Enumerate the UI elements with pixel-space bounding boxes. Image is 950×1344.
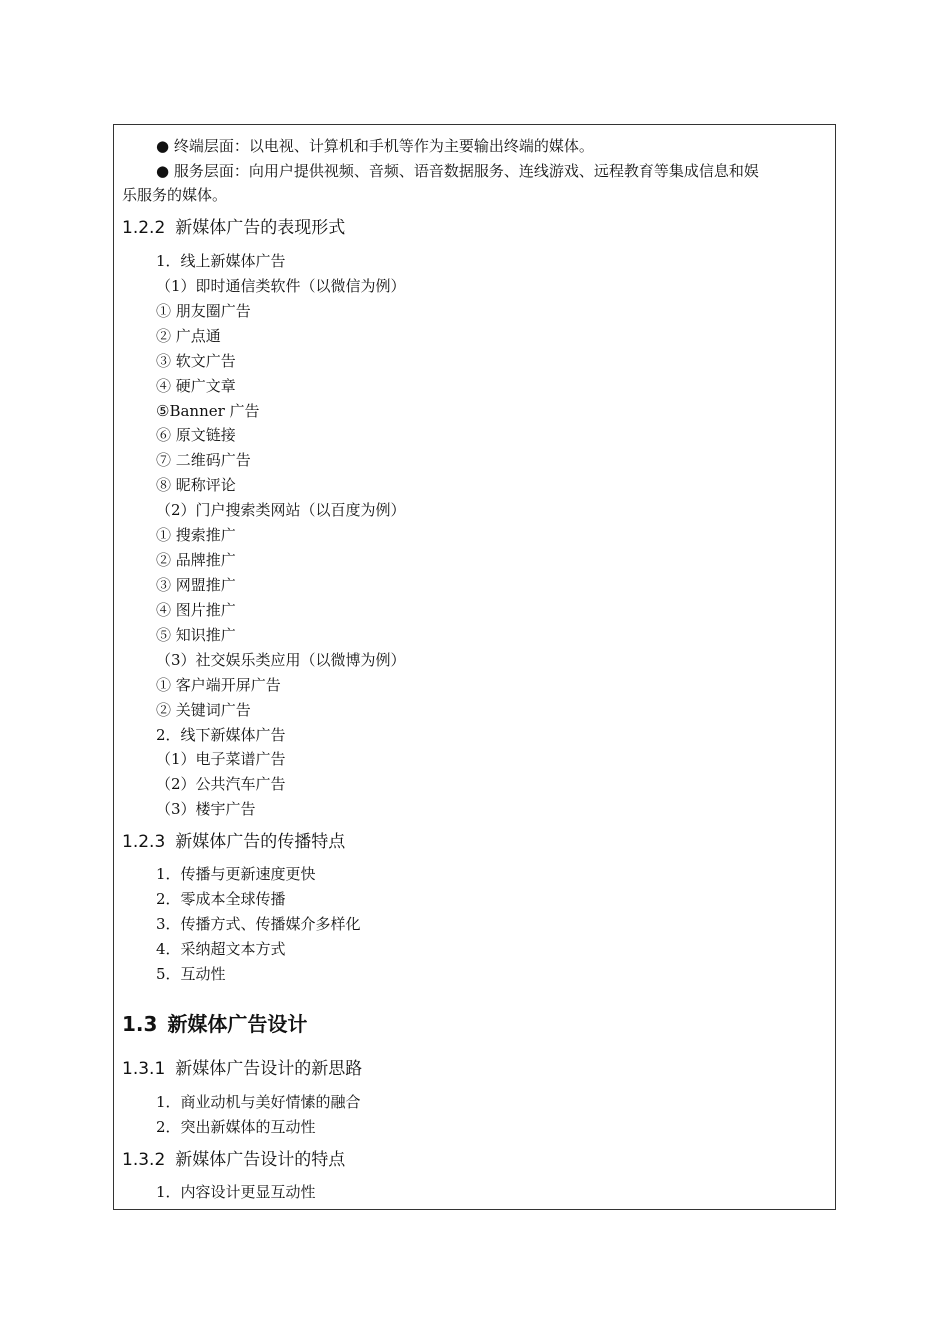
list-item: ⑧ 昵称评论	[156, 476, 236, 494]
list-item: 2．线下新媒体广告	[156, 726, 286, 744]
heading-title: 新媒体广告的传播特点	[175, 832, 346, 852]
list-item: （2）公共汽车广告	[156, 775, 286, 793]
heading-title: 新媒体广告的表现形式	[175, 218, 346, 238]
list-item: ① 朋友圈广告	[156, 302, 251, 320]
list-item: （3）楼宇广告	[156, 800, 256, 818]
list-item: （1）电子菜谱广告	[156, 750, 286, 768]
list-item: 1．传播与更新速度更快	[156, 865, 316, 883]
list-item: ⑤ 知识推广	[156, 626, 236, 644]
list-item: （1）即时通信类软件（以微信为例）	[156, 277, 406, 295]
list-item: ⑦ 二维码广告	[156, 451, 251, 469]
heading-number: 1.3.2	[122, 1150, 166, 1170]
heading-1-3-2	[122, 1149, 345, 1171]
content-frame	[113, 124, 836, 1210]
heading-title: 新媒体广告设计的特点	[175, 1150, 346, 1170]
list-item: （2）门户搜索类网站（以百度为例）	[156, 501, 406, 519]
list-item: 2．零成本全球传播	[156, 890, 286, 908]
heading-number: 1.3.1	[122, 1059, 166, 1079]
heading-number: 1.2.3	[122, 832, 166, 852]
list-item: ③ 网盟推广	[156, 576, 236, 594]
list-item: 1．商业动机与美好情愫的融合	[156, 1093, 361, 1111]
list-item: 4．采纳超文本方式	[156, 940, 286, 958]
list-item: 5．互动性	[156, 965, 226, 983]
heading-number: 1.3	[122, 1012, 158, 1036]
list-item: ⑥ 原文链接	[156, 426, 236, 444]
list-item: 1．线上新媒体广告	[156, 252, 286, 270]
bullet-service-cont: 乐服务的媒体。	[122, 186, 228, 204]
heading-number: 1.2.2	[122, 218, 166, 238]
list-item: ② 广点通	[156, 327, 221, 345]
list-item: ② 品牌推广	[156, 551, 236, 569]
list-item: 1．内容设计更显互动性	[156, 1183, 316, 1201]
list-item: ① 搜索推广	[156, 526, 236, 544]
heading-title: 新媒体广告设计的新思路	[175, 1059, 363, 1079]
heading-1-2-2	[122, 217, 345, 239]
heading-1-3-1	[122, 1058, 362, 1080]
bullet-terminal: ● 终端层面：以电视、计算机和手机等作为主要输出终端的媒体。	[156, 137, 594, 155]
list-item: ③ 软文广告	[156, 352, 236, 370]
list-item: ② 关键词广告	[156, 701, 251, 719]
list-item: ⑤Banner 广告	[156, 402, 260, 420]
heading-1-3	[122, 1011, 307, 1037]
list-item: ④ 图片推广	[156, 601, 236, 619]
heading-title: 新媒体广告设计	[167, 1012, 308, 1036]
list-item: （3）社交娱乐类应用（以微博为例）	[156, 651, 406, 669]
list-item: ① 客户端开屏广告	[156, 676, 281, 694]
heading-1-2-3	[122, 831, 345, 853]
list-item: 2．突出新媒体的互动性	[156, 1118, 316, 1136]
bullet-service: ● 服务层面：向用户提供视频、音频、语音数据服务、连线游戏、远程教育等集成信息和娱	[156, 162, 759, 180]
list-item: ④ 硬广文章	[156, 377, 236, 395]
list-item: 3．传播方式、传播媒介多样化	[156, 915, 361, 933]
